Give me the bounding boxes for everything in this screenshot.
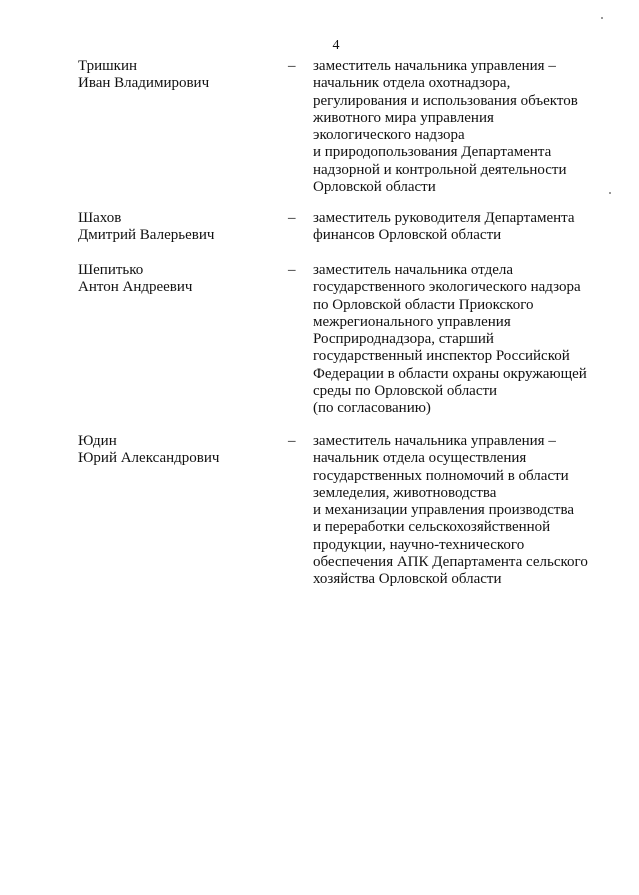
position-line: заместитель начальника управления – [313, 58, 556, 74]
position-line: заместитель начальника управления – [313, 433, 556, 449]
scan-speck [601, 17, 603, 19]
position-line: и переработки сельскохозяйственной [313, 519, 551, 536]
member-name [78, 58, 278, 92]
position-line: государственный инспектор Российской [313, 348, 570, 365]
position-line: и механизации управления производства [313, 502, 574, 519]
member-name [78, 433, 278, 467]
position-line: регулирования и использования объектов [313, 92, 578, 109]
position-line: государственных полномочий в области [313, 467, 569, 484]
position-line: межрегионального управления [313, 313, 511, 330]
position-line: (по согласованию) [313, 400, 431, 417]
member-given-name: Юрий Александрович [78, 450, 220, 466]
separator-dash: – [288, 433, 296, 449]
position-line: продукции, научно-технического [313, 536, 525, 553]
position-line: Орловской области [313, 179, 436, 196]
position-line: заместитель руководителя Департамента [313, 210, 575, 226]
member-position [313, 58, 613, 196]
member-surname: Тришкин [78, 58, 138, 74]
page-number: 4 [332, 38, 340, 53]
member-given-name: Антон Андреевич [78, 279, 193, 295]
position-line: заместитель начальника отдела [313, 262, 513, 278]
scan-speck [609, 192, 611, 194]
member-given-name: Иван Владимирович [78, 75, 210, 91]
member-surname: Шепитько [78, 262, 144, 278]
position-line: хозяйства Орловской области [313, 571, 502, 588]
member-position [313, 262, 613, 418]
position-line: земледелия, животноводства [313, 484, 497, 501]
position-line: Росприроднадзора, старший [313, 331, 494, 348]
member-surname: Юдин [78, 433, 117, 449]
position-line: и природопользования Департамента [313, 144, 552, 161]
position-line: обеспечения АПК Департамента сельского [313, 554, 588, 571]
member-name [78, 262, 278, 296]
position-line: надзорной и контрольной деятельности [313, 161, 567, 178]
position-line: финансов Орловской области [313, 227, 502, 244]
separator-dash: – [288, 58, 296, 74]
position-line: Федерации в области охраны окружающей [313, 365, 587, 382]
position-line: по Орловской области Приокского [313, 296, 534, 313]
position-line: среды по Орловской области [313, 383, 498, 400]
member-name [78, 210, 278, 244]
member-position [313, 210, 613, 245]
position-line: экологического надзора [313, 127, 465, 144]
position-line: животного мира управления [313, 109, 494, 126]
position-line: начальник отдела осуществления [313, 450, 527, 467]
member-position [313, 433, 613, 589]
separator-dash: – [288, 262, 296, 278]
position-line: государственного экологического надзора [313, 279, 581, 296]
separator-dash: – [288, 210, 296, 226]
member-surname: Шахов [78, 210, 122, 226]
position-line: начальник отдела охотнадзора, [313, 75, 511, 92]
member-given-name: Дмитрий Валерьевич [78, 227, 215, 243]
